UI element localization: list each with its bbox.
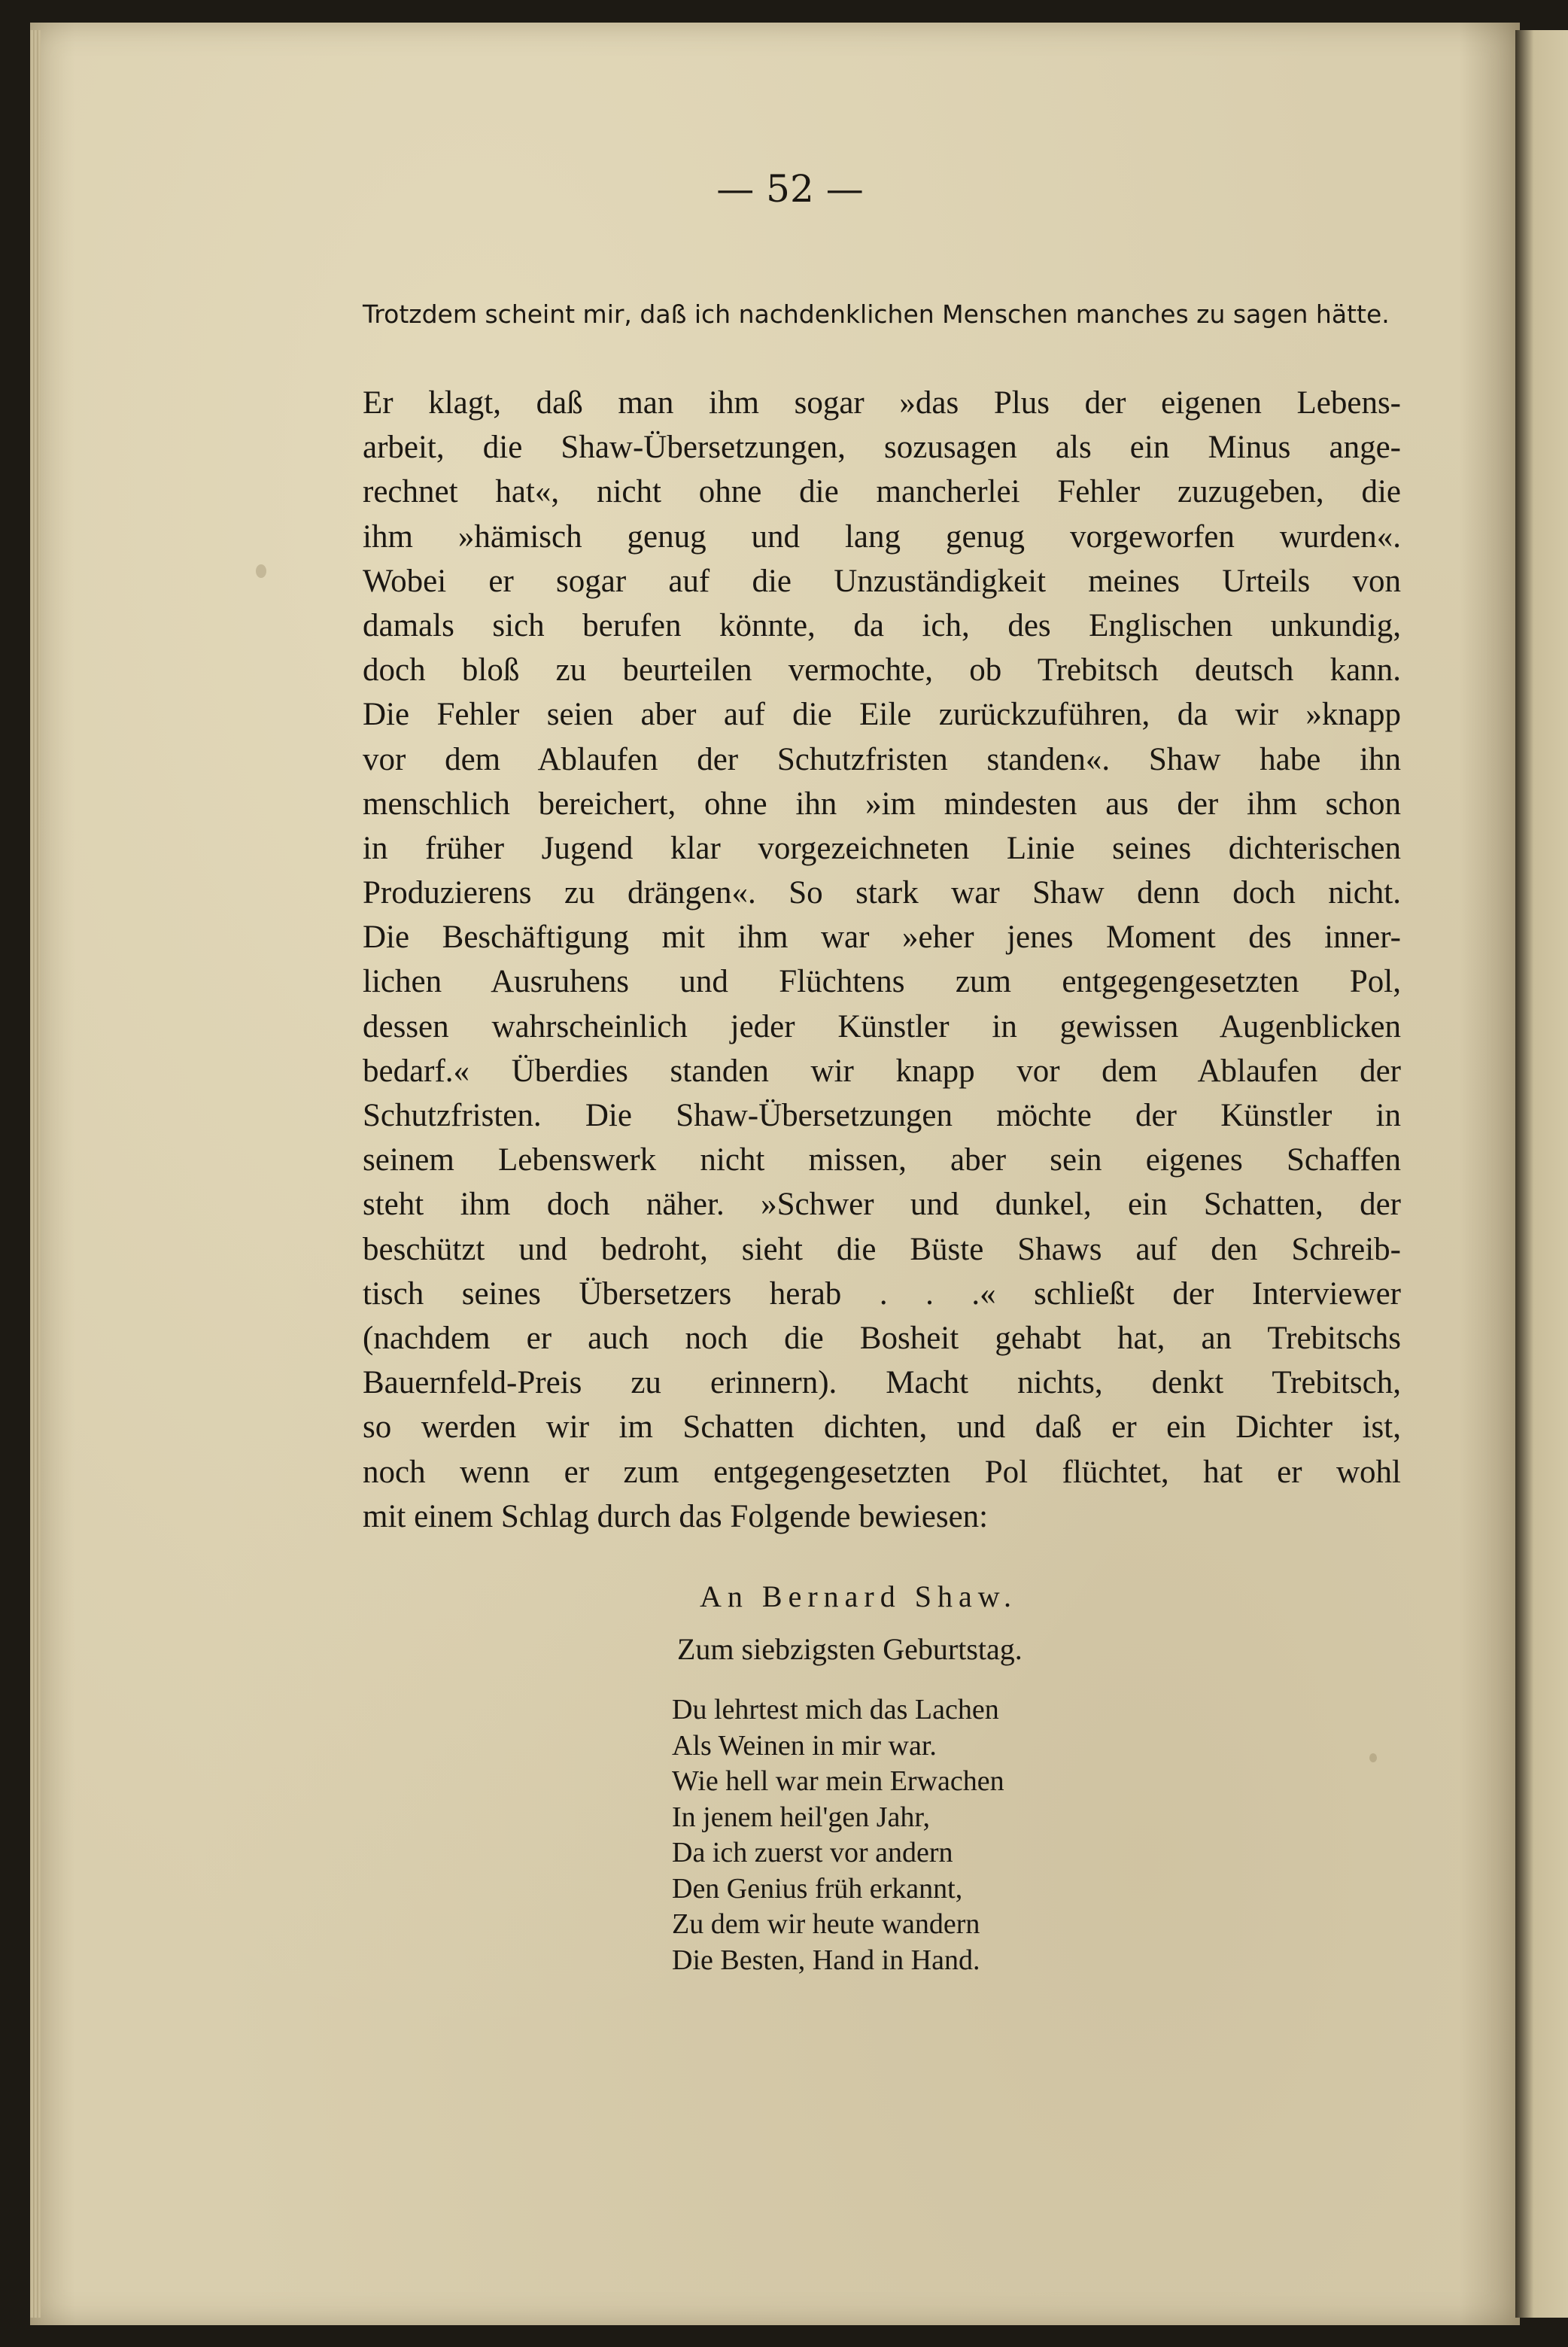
body-line: menschlich bereichert, ohne ihn »im mindesten aus der ihm schon [363,786,1401,822]
poem-line: Wie hell war mein Erwachen [672,1765,1004,1797]
body-line: lichen Ausruhens und Flüchtens zum entgegengesetzten Pol, [363,964,1401,1000]
poem [672,1692,1004,1978]
body-line: rechnet hat«, nicht ohne die mancherlei Fehler zuzugeben, die [363,474,1401,510]
binding-edge [1515,30,1568,2318]
body-line: (nachdem er auch noch die Bosheit gehabt hat, an Trebitschs [363,1320,1401,1356]
body-line: in früher Jugend klar vorgezeichneten Linie seines dichterischen [363,830,1401,866]
body-line: steht ihm doch näher. »Schwer und dunkel, ein Schatten, der [363,1187,1401,1223]
body-line: Wobei er sogar auf die Unzuständigkeit meines Urteils von [363,563,1401,599]
poem-line: Du lehrtest mich das Lachen [672,1694,999,1725]
body-line: Produzierens zu drängen«. So stark war Shaw denn doch nicht. [363,875,1401,911]
body-line: vor dem Ablaufen der Schutzfristen standen«. Shaw habe ihn [363,741,1401,777]
body-line: Die Fehler seien aber auf die Eile zurückzuführen, da wir »knapp [363,697,1401,733]
poem-line: Den Genius früh erkannt, [672,1872,963,1905]
poem-line: Zu dem wir heute wandern [672,1908,980,1940]
body-line: bedarf.« Überdies standen wir knapp vor dem Ablaufen der [363,1053,1401,1089]
body-line: tisch seines Übersetzers herab . . .« schließt der Interviewer [363,1275,1401,1312]
body-line: beschützt und bedroht, sieht die Büste Shaws auf den Schreib- [363,1231,1401,1267]
body-line: doch bloß zu beurteilen vermochte, ob Trebitsch deutsch kann. [363,652,1401,689]
poem-title: An Bernard Shaw. [700,1579,1018,1613]
body-paragraph [363,381,1401,1539]
poem-subtitle: Zum siebzigsten Geburtstag. [677,1632,1023,1666]
body-line: Er klagt, daß man ihm sogar »das Plus der eigenen Lebens- [363,385,1401,421]
body-line: dessen wahrscheinlich jeder Künstler in gewissen Augenblicken [363,1008,1401,1044]
body-line: Bauernfeld-Preis zu erinnern). Macht nichts, denkt Trebitsch, [363,1365,1401,1401]
body-line: ihm »hämisch genug und lang genug vorgeworfen wurden«. [363,518,1401,555]
body-line: Schutzfristen. Die Shaw-Übersetzungen möchte der Künstler in [363,1098,1401,1133]
body-line: so werden wir im Schatten dichten, und daß er ein Dichter ist, [363,1409,1401,1446]
body-line: Die Beschäftigung mit ihm war »eher jenes Moment des inner- [363,920,1401,956]
page-number: — 52 — [716,167,864,211]
body-line: seinem Lebenswerk nicht missen, aber sein eigenes Schaffen [363,1142,1401,1178]
body-line: damals sich berufen könnte, da ich, des Englischen unkundig, [363,607,1401,643]
body-line: noch wenn er zum entgegengesetzten Pol flüchtet, hat er wohl [363,1454,1401,1490]
footnote-text: Trotzdem scheint mir, daß ich nachdenklichen Menschen manches zu sagen hätte. [363,299,1390,329]
poem-line: In jenem heil'gen Jahr, [672,1801,930,1833]
body-line: arbeit, die Shaw-Übersetzungen, sozusagen als ein Minus ange- [363,430,1401,466]
page-edges [30,30,41,2318]
poem-line: Da ich zuerst vor andern [672,1837,953,1868]
poem-line: Die Besten, Hand in Hand. [672,1944,980,1976]
body-line: mit einem Schlag durch das Folgende bewiesen: [363,1498,989,1534]
poem-line: Als Weinen in mir war. [672,1729,937,1762]
